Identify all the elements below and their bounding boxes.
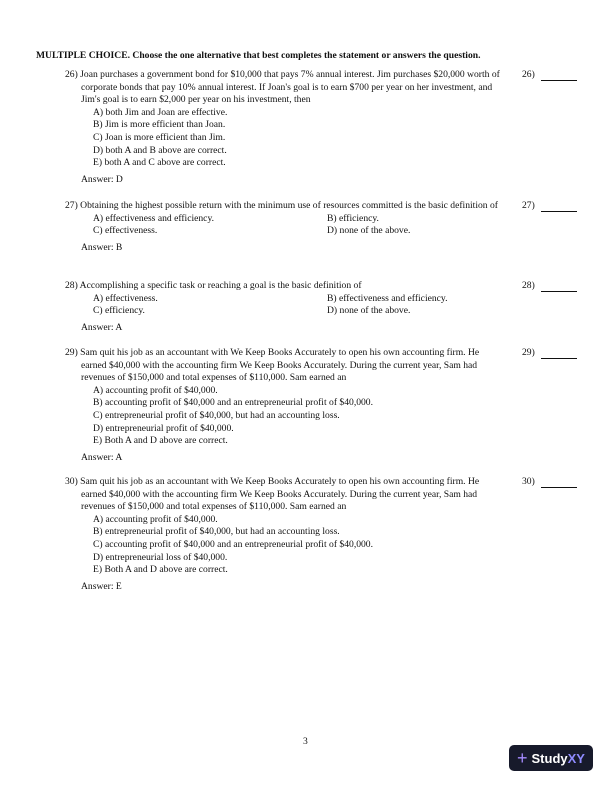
answer: Answer: A (81, 321, 123, 333)
answer-number: 29) (522, 347, 535, 358)
option: D) both A and B above are correct. (93, 144, 227, 156)
badge-brand-accent: XY (567, 750, 585, 766)
option: E) both A and C above are correct. (93, 157, 226, 169)
answer-blank (541, 282, 577, 292)
answer-number: 28) (522, 280, 535, 291)
question-26 (65, 69, 505, 186)
option: C) Joan is more efficient than Jim. (93, 131, 226, 143)
answer: Answer: D (81, 173, 123, 185)
option: D) entrepreneurial loss of $40,000. (93, 551, 228, 563)
answer: Answer: B (81, 241, 123, 253)
question-stem: 27) Obtaining the highest possible return with the minimum use of resources committed is the basic definition of (65, 200, 498, 211)
question-stem: 30) Sam quit his job as an accountant with We Keep Books Accurately to open his own accounting firm. He earned $40,000 with the accounting firm We Keep Books Accurately. During the current year, Sam had revenues of $150,000 and total expenses of $110,000. Sam earned an (65, 476, 480, 513)
option: C) efficiency. (93, 305, 145, 317)
option: E) Both A and D above are correct. (93, 435, 228, 447)
question-stem: 26) Joan purchases a government bond for $10,000 that pays 7% annual interest. Jim purchases $20,000 worth of corporate bonds that pay 10% annual interest. If Joan's goal is to earn $700 per year on her investment, and Jim's goal is to earn $2,000 per year on his investment, then (65, 69, 500, 106)
answer-blank (541, 478, 577, 488)
answer-blank (541, 202, 577, 212)
section-header: MULTIPLE CHOICE. Choose the one alternative that best completes the statement or answers the question. (36, 50, 481, 61)
answer: Answer: A (81, 451, 123, 463)
page-number: 3 (303, 736, 308, 747)
option: B) accounting profit of $40,000 and an entrepreneurial profit of $40,000. (93, 397, 374, 409)
option: D) none of the above. (327, 225, 411, 237)
option: A) accounting profit of $40,000. (93, 513, 218, 525)
badge-brand: Study (531, 750, 568, 766)
option: D) entrepreneurial profit of $40,000. (93, 422, 234, 434)
answer-blank (541, 349, 577, 359)
question-28 (65, 280, 505, 334)
option: B) effectiveness and efficiency. (327, 292, 448, 304)
question-30 (65, 476, 505, 593)
option: B) efficiency. (327, 212, 379, 224)
studyxy-badge[interactable] (509, 745, 593, 771)
option: A) accounting profit of $40,000. (93, 384, 218, 396)
question-27 (65, 200, 505, 254)
option: E) Both A and D above are correct. (93, 564, 228, 576)
option: A) effectiveness and efficiency. (93, 212, 215, 224)
question-29 (65, 347, 505, 464)
option: C) entrepreneurial profit of $40,000, but had an accounting loss. (93, 409, 340, 421)
option: A) effectiveness. (93, 292, 158, 304)
option: A) both Jim and Joan are effective. (93, 106, 228, 118)
option: C) effectiveness. (93, 225, 158, 237)
option: D) none of the above. (327, 305, 411, 317)
question-stem: 28) Accomplishing a specific task or reaching a goal is the basic definition of (65, 280, 362, 291)
answer-blank (541, 71, 577, 81)
option: B) entrepreneurial profit of $40,000, but had an accounting loss. (93, 526, 340, 538)
answer-number: 27) (522, 200, 535, 211)
option: C) accounting profit of $40,000 and an entrepreneurial profit of $40,000. (93, 538, 374, 550)
answer-number: 26) (522, 69, 535, 80)
question-stem: 29) Sam quit his job as an accountant with We Keep Books Accurately to open his own accounting firm. He earned $40,000 with the accounting firm We Keep Books Accurately. During the current year, Sam had revenues of $150,000 and total expenses of $110,000. Sam earned an (65, 347, 480, 384)
badge-label (532, 751, 585, 766)
option: B) Jim is more efficient than Joan. (93, 119, 226, 131)
answer: Answer: E (81, 580, 122, 592)
answer-number: 30) (522, 476, 535, 487)
plus-icon: + (517, 748, 528, 768)
